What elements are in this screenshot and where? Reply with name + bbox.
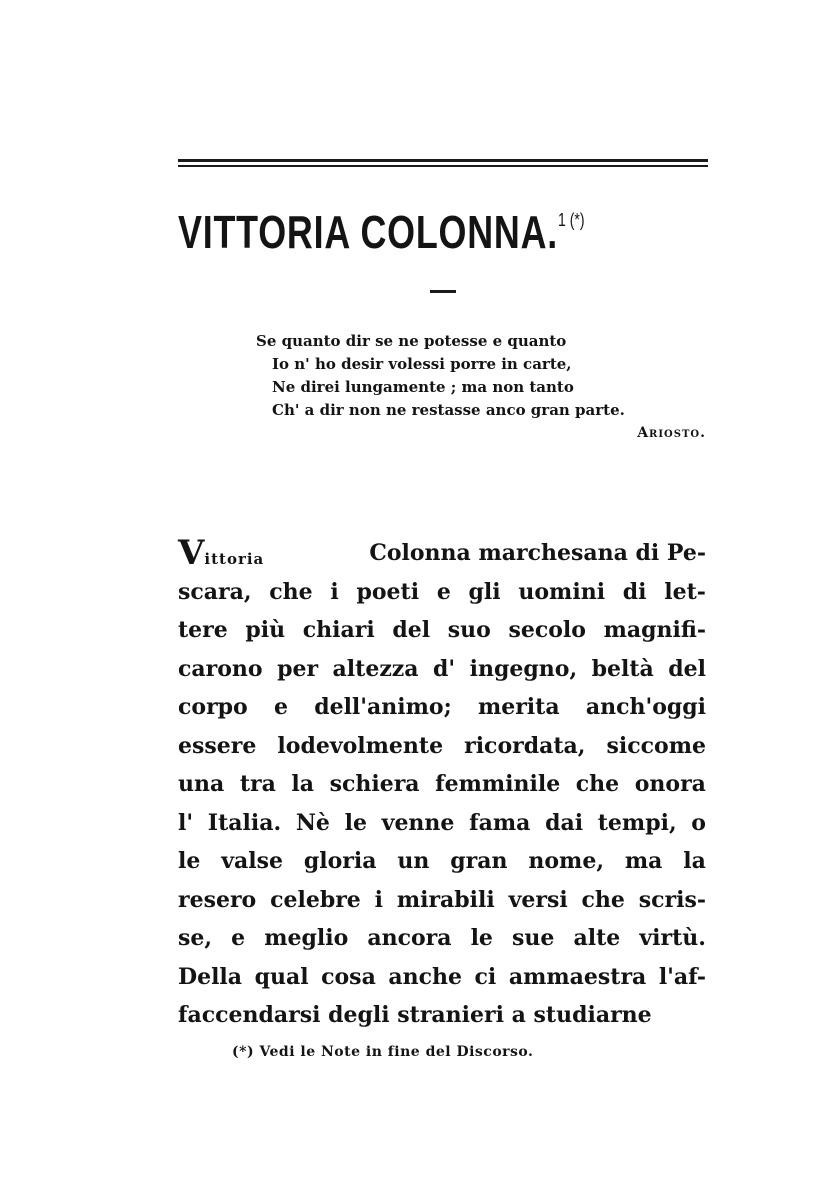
body-word: chiari (302, 617, 375, 643)
body-word: di (622, 578, 647, 605)
header-rule-bottom (178, 165, 708, 167)
epigraph (256, 330, 716, 441)
header-rule-top (178, 159, 708, 162)
body-word: celebre (270, 886, 361, 913)
body-word: tempi, (597, 809, 677, 836)
body-word: ci (474, 963, 497, 990)
body-word: gloria (303, 848, 377, 874)
body-word: la (291, 771, 315, 797)
body-line (178, 881, 706, 920)
body-word: carono (178, 655, 263, 682)
body-word: d' (433, 655, 456, 682)
drop-cap-continuation: ittoria (204, 550, 265, 568)
body-word: let- (664, 578, 706, 605)
body-line (178, 804, 706, 843)
body-word: essere (178, 732, 257, 759)
body-word: l' (178, 809, 194, 836)
body-word: dai (545, 809, 584, 836)
epigraph-line: Io n' ho desir volessi porre in carte, (272, 355, 572, 373)
body-word: meglio (264, 925, 349, 951)
body-word: i (374, 886, 383, 913)
epigraph-line: Ch' a dir non ne restasse anco gran parte. (272, 401, 625, 419)
body-word: uomini (518, 578, 606, 605)
body-word: se, (178, 925, 213, 951)
body-line (178, 688, 706, 727)
body-word: più (245, 617, 286, 643)
body-word: le (344, 809, 367, 836)
body-word: scris- (638, 886, 706, 913)
drop-cap: V (178, 533, 205, 573)
body-word: magnifi- (603, 617, 706, 643)
body-word: virtù. (639, 925, 706, 951)
body-word: scara, (178, 578, 252, 605)
body-word: del (392, 617, 431, 643)
body-word: onora (634, 771, 706, 797)
body-line (178, 573, 706, 612)
chapter-title-text: VITTORIA COLONNA. (178, 206, 559, 258)
body-word: ma (624, 848, 663, 874)
body-word: per (277, 655, 319, 682)
body-word: le (178, 848, 201, 874)
epigraph-attribution: Ariosto. (637, 425, 706, 441)
body-word: schiera (329, 771, 420, 797)
chapter-title (178, 205, 599, 259)
chapter-title-note-marks: 1 (*) (558, 210, 585, 230)
body-word: un (397, 848, 430, 874)
body-word: che (575, 771, 620, 797)
body-word: corpo (178, 694, 248, 720)
body-word: nome, (528, 848, 604, 874)
body-word: o (691, 809, 706, 836)
body-word: e (231, 925, 246, 951)
body-line (178, 842, 706, 881)
body-word: secolo (508, 617, 586, 643)
body-word: le (470, 925, 493, 951)
body-line (178, 919, 706, 958)
body-line (178, 650, 706, 689)
body-word: anche (388, 963, 462, 990)
body-word: siccome (606, 732, 706, 759)
body-word: ancora (367, 925, 452, 951)
title-separator-dash (430, 290, 456, 293)
body-word: la (683, 848, 706, 874)
body-word: venne (381, 809, 455, 836)
body-word: cosa (321, 963, 376, 990)
body-word: mirabili (396, 886, 495, 913)
body-word: femminile (435, 771, 561, 797)
body-word: e (436, 578, 451, 605)
body-word: alte (573, 925, 621, 951)
body-word: tra (239, 771, 276, 797)
body-word: suo (447, 617, 491, 643)
body-word: gli (468, 578, 501, 605)
body-word: tere (178, 617, 228, 643)
body-word: ammaestra (508, 963, 647, 990)
body-word: che (581, 886, 625, 913)
body-word: Della (178, 963, 243, 990)
footnote: (*) Vedi le Note in fine del Discorso. (232, 1044, 534, 1060)
body-word: e (273, 694, 288, 720)
body-word: che (269, 578, 313, 605)
body-word: merita (477, 694, 560, 720)
body-word: ingegno, (469, 655, 578, 682)
body-word: Italia. (207, 809, 282, 836)
body-word: l'af- (658, 963, 706, 990)
body-line (178, 727, 706, 766)
body-word: valse (221, 848, 284, 874)
body-line (178, 765, 706, 804)
epigraph-line: Ne direi lungamente ; ma non tanto (272, 378, 574, 396)
body-word: Nè (295, 809, 330, 836)
body-word: versi (508, 886, 568, 913)
body-word: una (178, 771, 225, 797)
body-line (178, 958, 706, 997)
body-word: fama (469, 809, 531, 836)
body-word: dell'animo; (314, 694, 452, 720)
body-line-text: Colonna marchesana di Pe- (369, 540, 706, 566)
body-word: gran (450, 848, 508, 874)
body-word: ricordata, (464, 732, 586, 759)
body-word: lodevolmente (277, 732, 444, 759)
body-line: faccendarsi degli stranieri a studiarne (178, 1002, 652, 1028)
epigraph-line: Se quanto dir se ne potesse e quanto (256, 332, 567, 350)
body-word: sue (512, 925, 555, 951)
body-line-opening (178, 534, 264, 573)
body-word: i (330, 578, 339, 605)
body-word: resero (178, 886, 257, 913)
body-line (178, 534, 706, 573)
body-word: beltà (591, 655, 654, 682)
body-line (178, 611, 706, 650)
body-text (178, 534, 706, 1035)
body-word: poeti (356, 578, 420, 605)
body-word: qual (254, 963, 309, 990)
body-word: anch'oggi (585, 694, 706, 720)
body-word: altezza (332, 655, 419, 682)
body-word: del (668, 655, 706, 682)
